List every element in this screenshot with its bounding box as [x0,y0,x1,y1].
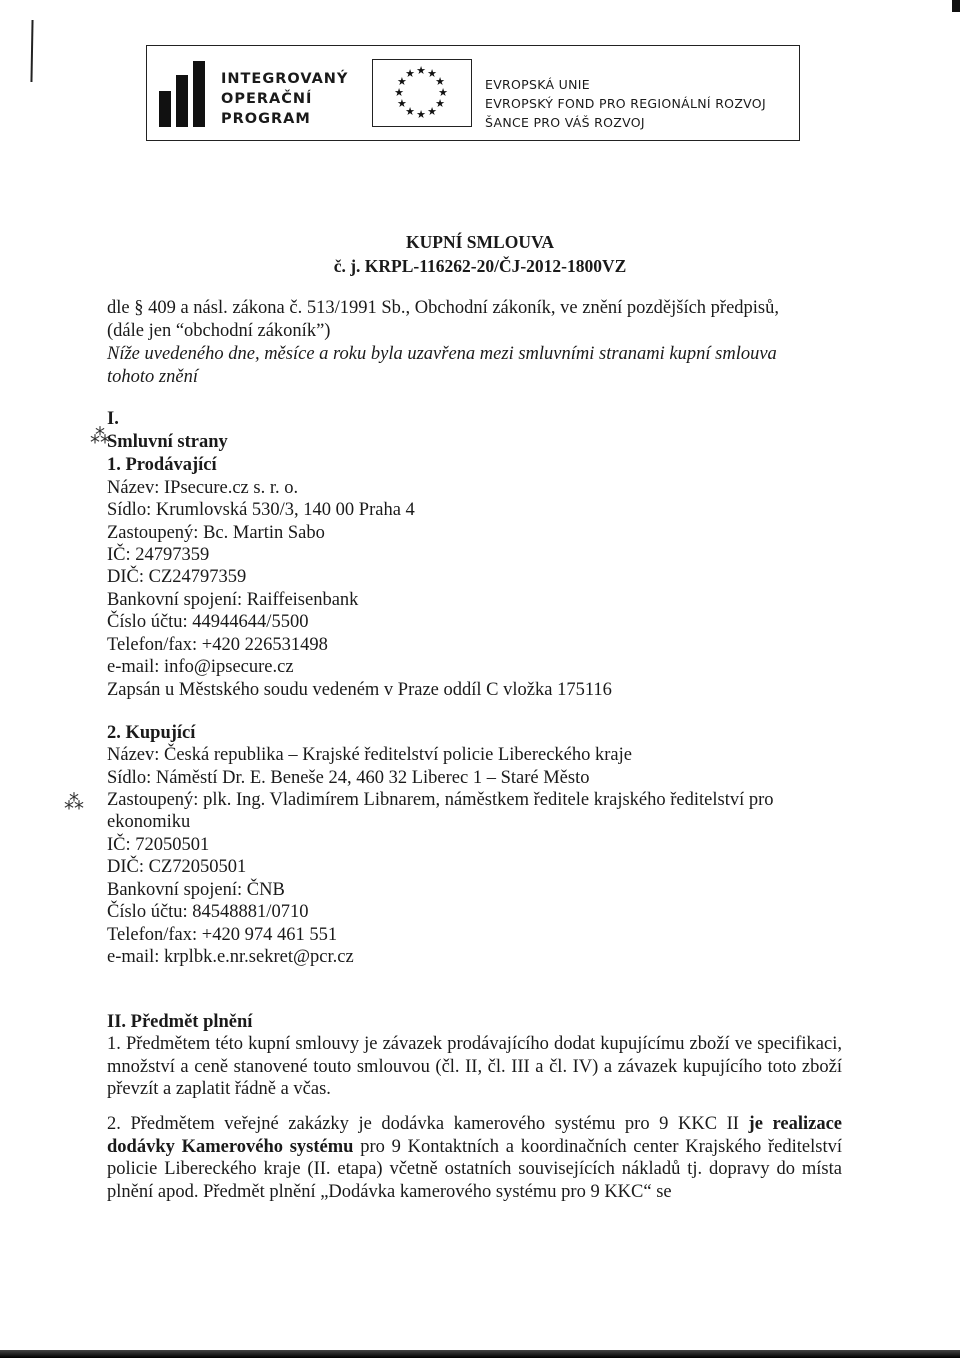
star-icon: ★ [396,98,407,110]
buyer-line: Telefon/fax: +420 974 461 551 [107,925,338,945]
seller-line: Bankovní spojení: Raiffeisenbank [107,590,359,610]
logo-banner [146,45,800,141]
star-icon: ★ [438,87,448,99]
star-icon: ★ [396,76,407,88]
buyer-line: ekonomiku [107,812,191,832]
star-icon: ★ [435,98,446,110]
paragraph: 1. Předmětem této kupní smlouvy je závazek prodávajícího dodat kupujícímu zboží ve specifikaci, množství a ceně stanovené touto smlouvou (čl. II, čl. III a čl. IV) a závazek kupujícího toto zboží převzít a zaplatit řádně a včas. [107,1034,842,1100]
scan-mark [30,20,33,82]
star-icon: ★ [394,87,404,99]
buyer-line: Číslo účtu: 84548881/0710 [107,902,309,922]
buyer-line: Název: Česká republika – Krajské ředitelství policie Libereckého kraje [107,745,632,765]
buyer-line: DIČ: CZ72050501 [107,857,247,877]
stray-mark: ⁂ [90,424,110,448]
program-name: INTEGROVANÝ OPERAČNÍ PROGRAM [221,71,349,127]
section-heading: II. Předmět plnění [107,1012,253,1032]
star-icon: ★ [435,76,446,88]
document-title: KUPNÍ SMLOUVA [406,232,554,252]
star-icon: ★ [427,106,437,119]
seller-line: DIČ: CZ24797359 [107,567,247,587]
reference-number: č. j. KRPL-116262-20/ČJ-2012-1800VZ [333,256,627,276]
star-icon: ★ [427,67,437,80]
section-number: I. [107,409,119,429]
seller-line: Zastoupený: Bc. Martin Sabo [107,523,325,543]
buyer-line: IČ: 72050501 [107,835,210,855]
buyer-line: Bankovní spojení: ČNB [107,880,285,900]
buyer-heading: 2. Kupující [107,723,196,743]
seller-line: Název: IPsecure.cz s. r. o. [107,478,299,498]
seller-line: e-mail: info@ipsecure.cz [107,657,294,677]
eu-text: EVROPSKÁ UNIE EVROPSKÝ FOND PRO REGIONÁLNÍ ROZVOJ ŠANCE PRO VÁŠ ROZVOJ [485,77,766,130]
section-heading: Smluvní strany [107,432,228,452]
intro-italic-line: tohoto znění [107,367,198,387]
buyer-line: e-mail: krplbk.e.nr.sekret@pcr.cz [107,947,354,967]
iop-logo-icon [159,61,207,127]
star-icon: ★ [416,109,426,121]
bold-phrase: je realizace dodávky Kamerového systému [107,1114,843,1157]
star-icon: ★ [405,67,415,80]
intro-italic-line: Níže uvedeného dne, měsíce a roku byla uzavřena mezi smluvními stranami kupní smlouva [107,344,777,364]
seller-heading: 1. Prodávající [107,455,217,475]
paragraph: 2. Předmětem veřejné zakázky je dodávka kamerového systému pro 9 KKC II je realizace dodávky Kamerového systému pro 9 Kontaktních a koordinačních center Krajského ředitelství policie Libereckého kraje (II. etapa) včetně ostatních souvisejících nákladů tj. dopravy do místa plnění apod. Předmět plnění „Dodávka kamerového systému pro 9 KKC“ se [107,1114,843,1202]
seller-line: Číslo účtu: 44944644/5500 [107,612,309,632]
seller-line: Telefon/fax: +420 226531498 [107,635,328,655]
buyer-line: Zastoupený: plk. Ing. Vladimírem Libnarem, náměstkem ředitele krajského ředitelství pro [107,790,774,810]
star-icon: ★ [405,106,415,119]
seller-line: IČ: 24797359 [107,545,210,565]
stray-mark: ⁂ [64,790,84,814]
star-icon: ★ [416,65,426,77]
buyer-line: Sídlo: Náměstí Dr. E. Beneše 24, 460 32 Liberec 1 – Staré Město [107,768,590,788]
seller-line: Sídlo: Krumlovská 530/3, 140 00 Praha 4 [107,500,415,520]
scan-corner-mark [952,0,960,12]
intro-line: dle § 409 a násl. zákona č. 513/1991 Sb., Obchodní zákoník, ve znění pozdějších předpisů, [107,298,780,318]
seller-line: Zapsán u Městského soudu vedeném v Praze oddíl C vložka 175116 [107,680,612,700]
eu-flag-icon [372,59,472,127]
intro-line: (dále jen “obchodní zákoník”) [107,321,331,341]
scan-bottom-edge [0,1350,960,1358]
